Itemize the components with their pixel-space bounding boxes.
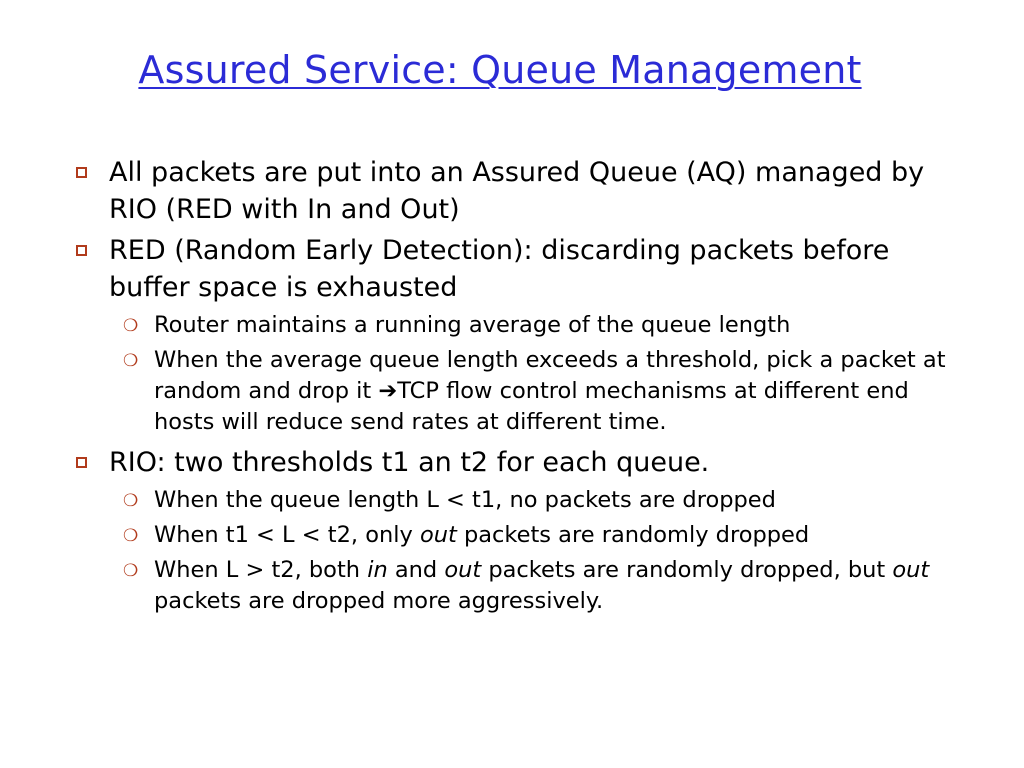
text-segment: packets are randomly dropped, but [481,557,893,583]
slide-title: Assured Service: Queue Management [138,48,862,92]
circle-bullet-icon: ❍ [123,491,139,511]
emphasis-in: in [367,557,388,583]
slide-content [76,154,976,623]
circle-bullet-icon: ❍ [123,351,139,371]
square-bullet-icon [76,245,87,256]
sub-bullet-threshold-text-a: When the average queue length exceeds a threshold, pick a packet at random and drop it [154,347,946,404]
text-segment: When t1 < L < t2, only [154,522,420,548]
circle-bullet-icon: ❍ [123,561,139,581]
right-arrow-icon: ➔ [378,378,398,404]
text-segment: When L > t2, both [154,557,368,583]
emphasis-out: out [419,522,457,548]
sub-bullet-threshold [123,345,976,438]
square-bullet-icon [76,457,87,468]
bullet-rio [76,444,976,481]
red-subbullets [76,310,976,438]
sub-bullet-above-t2 [123,555,976,617]
bullet-aq [76,154,976,228]
emphasis-out: out [444,557,482,583]
circle-bullet-icon: ❍ [123,316,139,336]
text-segment: and [387,557,445,583]
bullet-aq-text: All packets are put into an Assured Queue (AQ) managed by RIO (RED with In and Out) [109,157,925,225]
sub-bullet-below-t1 [123,485,976,516]
sub-bullet-below-t1-text: When the queue length L < t1, no packets are dropped [154,487,776,513]
text-segment: packets are dropped more aggressively. [154,588,604,614]
square-bullet-icon [76,167,87,178]
emphasis-out: out [892,557,930,583]
circle-bullet-icon: ❍ [123,526,139,546]
bullet-red [76,232,976,306]
bullet-rio-text: RIO: two thresholds t1 an t2 for each queue. [109,447,710,478]
text-segment: packets are randomly dropped [456,522,810,548]
sub-bullet-running-average [123,310,976,341]
rio-subbullets [76,485,976,617]
bullet-red-text: RED (Random Early Detection): discarding packets before buffer space is exhausted [109,235,890,303]
sub-bullet-between-thresholds [123,520,976,551]
sub-bullet-threshold-text-b: TCP flow control mechanisms at different end hosts will reduce send rates at different time. [154,378,909,435]
sub-bullet-running-average-text: Router maintains a running average of the queue length [154,312,791,338]
